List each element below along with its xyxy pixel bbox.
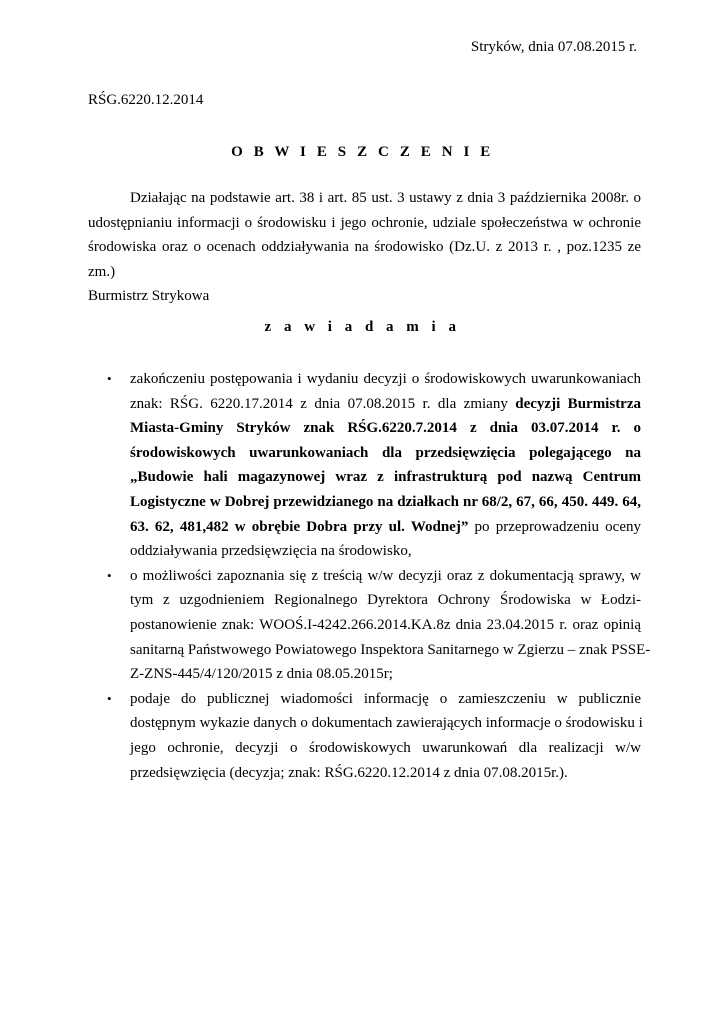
intro-line: środowiska oraz o ocenach oddziaływania na środowisko (Dz.U. z 2013 r. , poz.1235 ze zm.) <box>88 239 641 280</box>
intro-line: Działając na podstawie art. 38 i art. 85 ust. 3 ustawy z dnia 3 października 2008r. o <box>130 190 641 206</box>
bullet-line <box>130 392 641 417</box>
text: sanitarną Państwowego Powiatowego Inspektora Sanitarnego w Zgierzu – znak PSSE- <box>130 641 651 658</box>
bold-text: Logistyczne w Dobrej przewidzianego na działkach nr 68/2, 67, 66, 450. 449. 64, <box>130 493 641 510</box>
bold-text: „Budowie hali magazynowej wraz z infrastrukturą pod nazwą Centrum <box>130 469 641 486</box>
bullet-dot-icon: • <box>107 371 112 386</box>
bullet-line <box>130 662 641 687</box>
bullet-item <box>88 367 641 564</box>
text: postanowienie znak: WOOŚ.I-4242.266.2014.KA.8z dnia 23.04.2015 r. oraz opinią <box>130 616 641 633</box>
intro-line: udostępnianiu informacji o środowisku i jego ochronie, udziale społeczeństwa w ochronie <box>88 214 641 231</box>
document-title: O B W I E S Z C Z E N I E <box>231 144 494 160</box>
text: po przeprowadzeniu oceny <box>468 518 641 535</box>
bullet-item <box>88 564 651 687</box>
bold-text: decyzji Burmistrza <box>515 395 641 412</box>
text: znak: RŚG. 6220.17.2014 z dnia 07.08.2015 r. dla zmiany <box>130 395 516 412</box>
bullet-line <box>130 613 641 638</box>
bullet-line <box>130 515 641 540</box>
text: jego ochronie, decyzji o środowiskowych uwarunkowań dla realizacji w/w <box>130 739 641 756</box>
bullet-line <box>130 490 641 515</box>
intro-line: Burmistrz Strykowa <box>88 288 210 305</box>
announcement-heading: z a w i a d a m i a <box>264 319 461 335</box>
bullet-line <box>130 588 641 613</box>
bullet-line <box>130 687 641 712</box>
bullet-line <box>130 367 641 392</box>
bullet-dot-icon: • <box>107 567 112 583</box>
reference-number: RŚG.6220.12.2014 <box>88 92 204 108</box>
bullet-line <box>130 638 651 663</box>
text: dostępnym wykazie danych o dokumentach zawierających informacje o środowisku i <box>130 715 643 732</box>
text: podaje do publicznej wiadomości informację o zamieszczeniu w publicznie <box>130 690 641 707</box>
bullet-line <box>130 465 641 490</box>
bullet-line <box>130 761 641 786</box>
bold-text: środowiskowych uwarunkowaniach dla przedsięwzięcia polegającego na <box>130 444 641 461</box>
text: tym z uzgodnieniem Regionalnego Dyrektora Ochrony Środowiska w Łodzi- <box>130 592 641 609</box>
bullet-line <box>130 711 641 736</box>
text: Z-ZNS-445/4/120/2015 z dnia 08.05.2015r; <box>130 666 393 683</box>
text: przedsięwzięcia (decyzja; znak: RŚG.6220.12.2014 z dnia 07.08.2015r.). <box>130 764 568 781</box>
bullet-line <box>130 539 641 564</box>
bullet-list <box>88 367 651 785</box>
text: oddziaływania przedsięwzięcia na środowisko, <box>130 543 412 560</box>
bullet-item <box>88 687 641 785</box>
text: o możliwości zapoznania się z treścią w/w decyzji oraz z dokumentacją sprawy, w <box>130 567 641 584</box>
intro-paragraph <box>88 186 641 309</box>
bullet-dot-icon: • <box>107 690 112 706</box>
text: zakończeniu postępowania i wydaniu decyzji o środowiskowych uwarunkowaniach <box>130 371 641 387</box>
bullet-line <box>130 736 641 761</box>
bold-text: Miasta-Gminy Stryków znak RŚG.6220.7.2014 z dnia 03.07.2014 r. o <box>130 420 641 437</box>
bold-text: 63. 62, 481,482 w obrębie Dobra przy ul. Wodnej” <box>130 518 469 535</box>
date-line: Stryków, dnia 07.08.2015 r. <box>470 39 637 55</box>
bullet-line <box>130 416 641 441</box>
bullet-line <box>130 441 641 466</box>
bullet-line <box>130 564 641 589</box>
